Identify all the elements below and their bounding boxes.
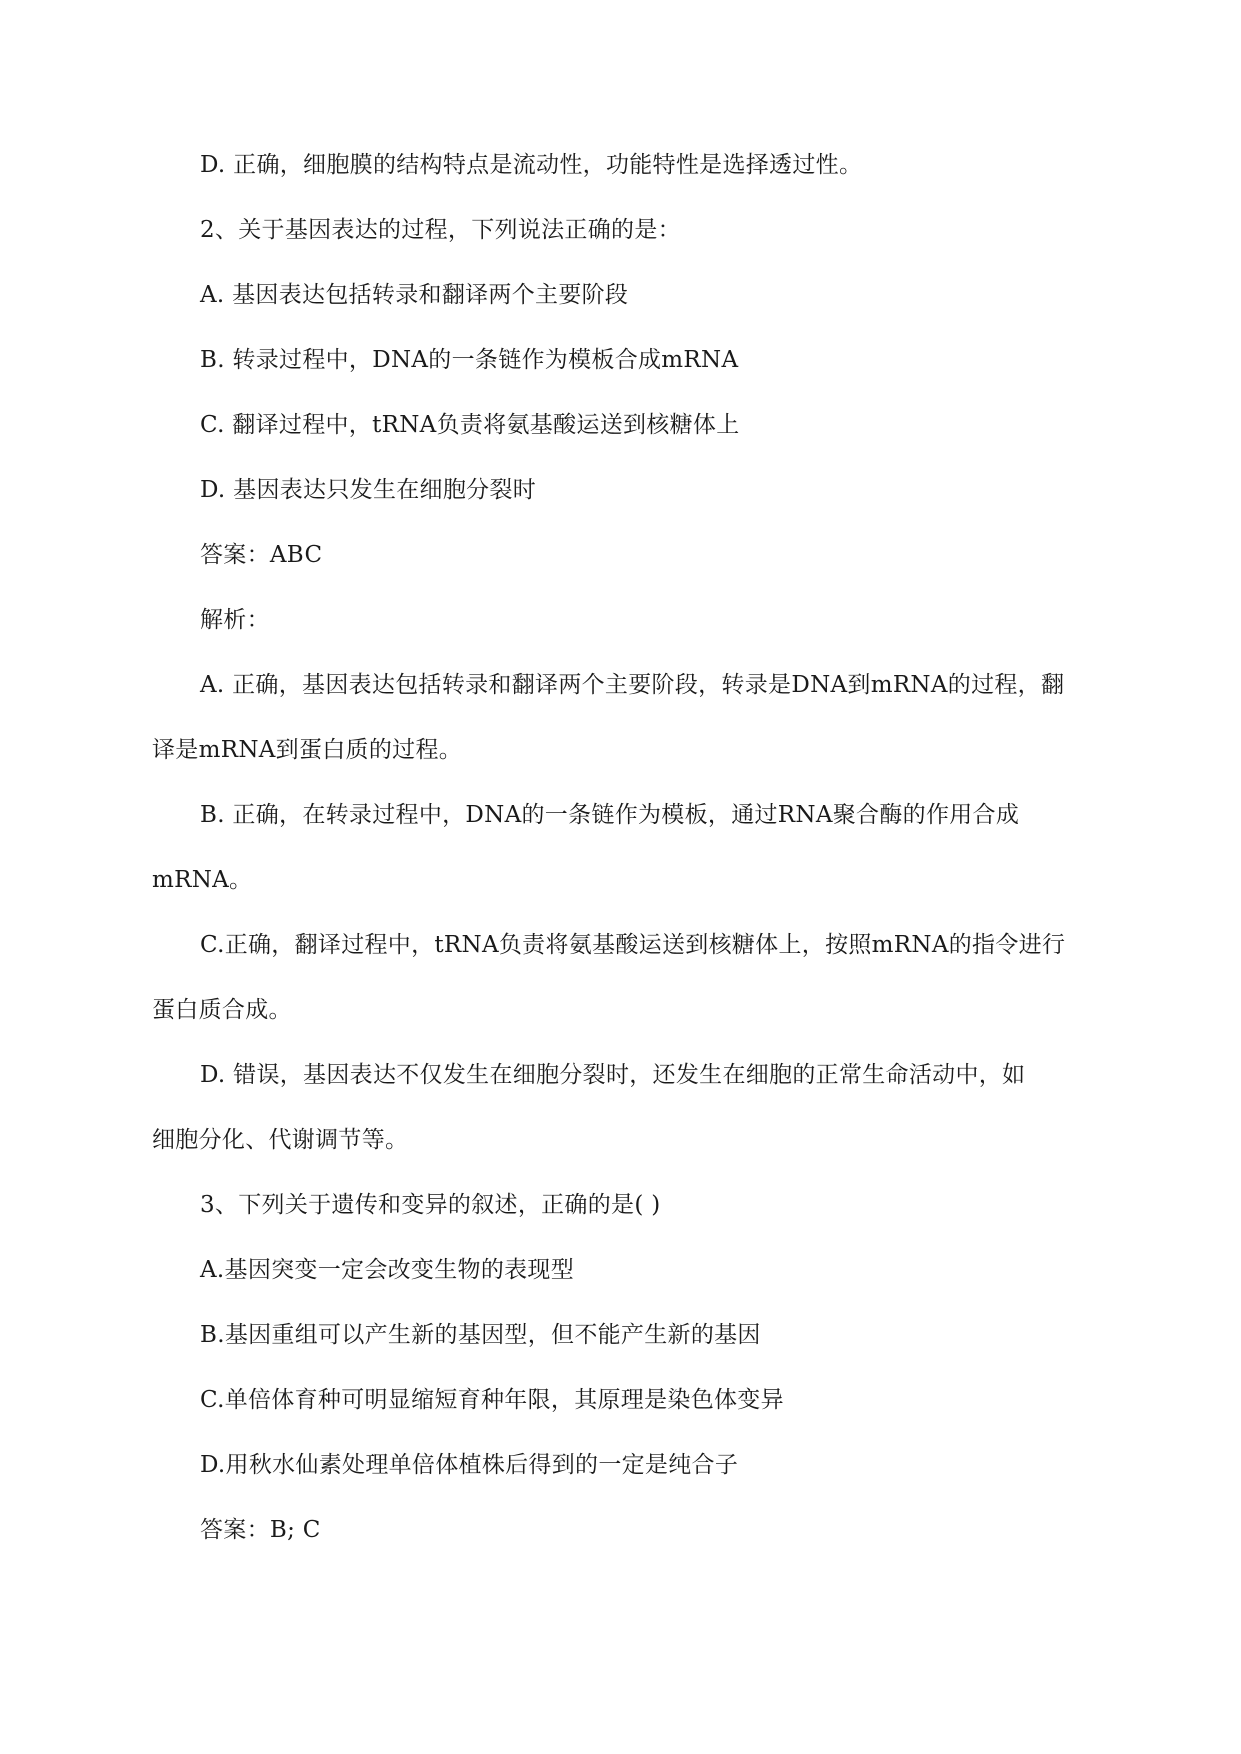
q3-option-b: B.基因重组可以产生新的基因型，但不能产生新的基因: [200, 1322, 761, 1348]
q3-answer: 答案：B; C: [200, 1517, 321, 1543]
q2-analysis-b-line1: B. 正确，在转录过程中，DNA的一条链作为模板，通过RNA聚合酶的作用合成: [200, 802, 1020, 828]
q2-option-d: D. 基因表达只发生在细胞分裂时: [200, 477, 537, 503]
q2-option-c: C. 翻译过程中，tRNA负责将氨基酸运送到核糖体上: [200, 412, 740, 438]
q2-stem: 2、关于基因表达的过程，下列说法正确的是：: [200, 217, 681, 243]
q3-option-c: C.单倍体育种可明显缩短育种年限，其原理是染色体变异: [200, 1387, 784, 1413]
q2-analysis-a-line1: A. 正确，基因表达包括转录和翻译两个主要阶段，转录是DNA到mRNA的过程，翻: [200, 672, 1065, 698]
q2-analysis-b-line2: mRNA。: [152, 867, 253, 893]
q3-option-d: D.用秋水仙素处理单倍体植株后得到的一定是纯合子: [200, 1452, 739, 1478]
q3-option-a: A.基因突变一定会改变生物的表现型: [200, 1257, 575, 1283]
q2-option-b: B. 转录过程中，DNA的一条链作为模板合成mRNA: [200, 347, 739, 373]
q2-analysis-d-line2: 细胞分化、代谢调节等。: [152, 1127, 409, 1153]
q2-analysis-c-line2: 蛋白质合成。: [152, 997, 292, 1023]
q2-analysis-label: 解析：: [200, 607, 270, 633]
q2-analysis-c-line1: C.正确，翻译过程中，tRNA负责将氨基酸运送到核糖体上，按照mRNA的指令进行: [200, 932, 1066, 958]
q2-analysis-d-line1: D. 错误，基因表达不仅发生在细胞分裂时，还发生在细胞的正常生命活动中，如: [200, 1062, 1026, 1088]
q2-analysis-a-line2: 译是mRNA到蛋白质的过程。: [152, 737, 463, 763]
q2-answer: 答案：ABC: [200, 542, 323, 568]
q1-d-explanation: D. 正确，细胞膜的结构特点是流动性，功能特性是选择透过性。: [200, 152, 863, 178]
q2-option-a: A. 基因表达包括转录和翻译两个主要阶段: [200, 282, 629, 308]
q3-stem: 3、下列关于遗传和变异的叙述，正确的是( ): [200, 1192, 661, 1218]
